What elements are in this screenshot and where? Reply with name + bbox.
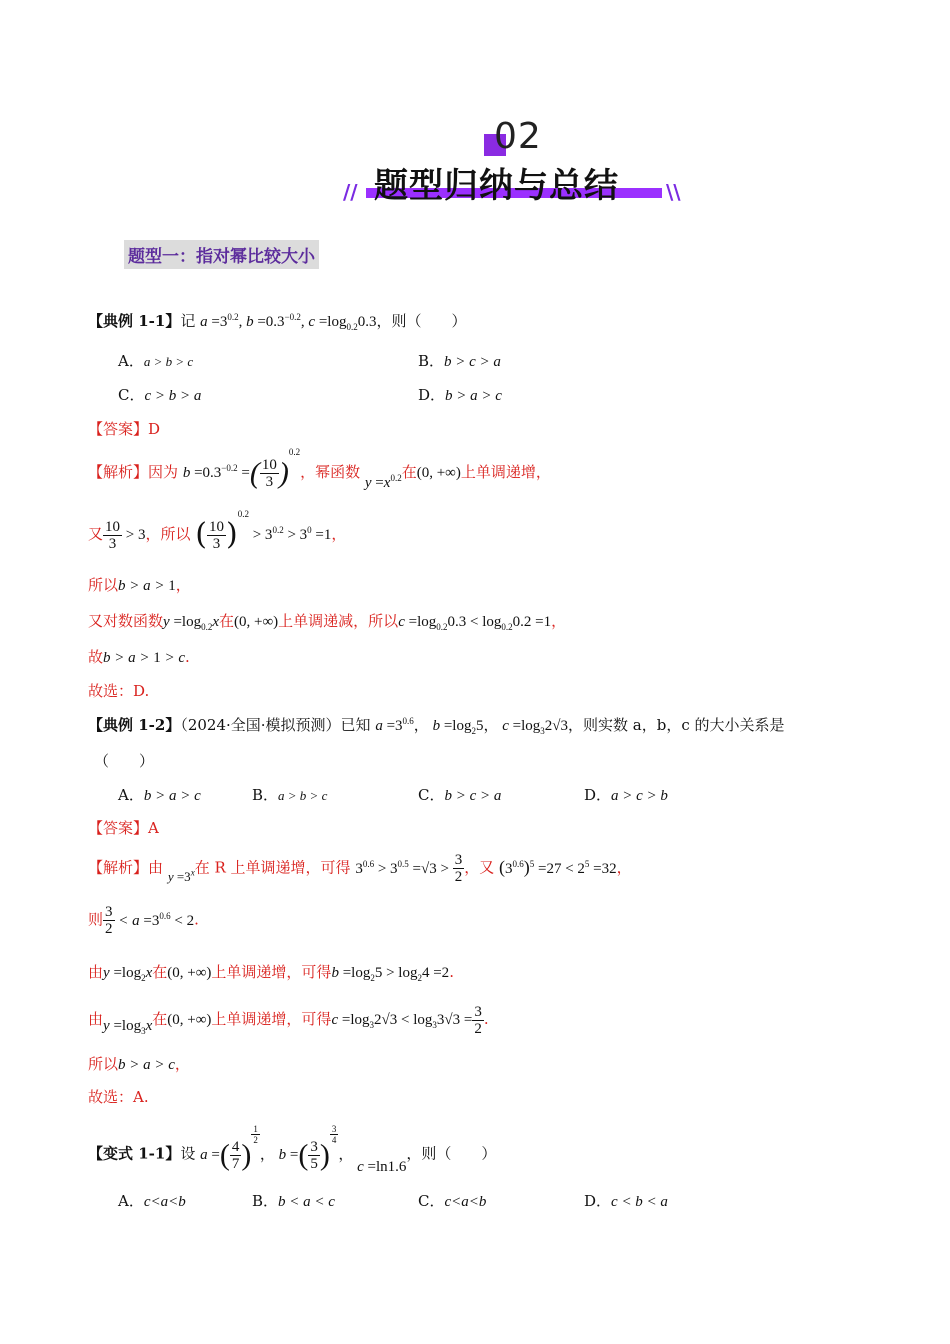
ex12-option-c: C．b > c > a bbox=[418, 786, 502, 804]
ex12-expr: $a =3^{0.6}$， $b =\log_25$， $c =\log_32√3$ bbox=[375, 716, 569, 736]
ex12-answer: 【答案】A bbox=[88, 819, 159, 837]
ex12-analysis-line2: 则 $\frac{3}{2}$ < $a =3^{0.6} < 2$. bbox=[88, 904, 199, 937]
header-title: 题型归纳与总结 bbox=[374, 166, 619, 206]
var11-label: 【变式 1-1】 bbox=[88, 1144, 181, 1163]
header-deco-right: \\ bbox=[666, 180, 681, 204]
ex12-choose: 故选：A. bbox=[88, 1088, 149, 1106]
var11-tail: ，则（ ） bbox=[406, 1144, 497, 1163]
ex12-mid: ，则实数 a，b，c 的大小关系是 bbox=[568, 716, 785, 734]
ex12-option-b: B．a > b > c bbox=[252, 786, 328, 804]
section-title: 题型一：指对幂比较大小 bbox=[124, 240, 319, 269]
ex11-option-a: A．a > b > c bbox=[118, 352, 194, 370]
ex12-label: 【典例 1-2】 bbox=[88, 716, 181, 734]
ex11-option-c: C．c > b > a bbox=[118, 386, 202, 404]
var11-option-d: D．c < b < a bbox=[584, 1192, 668, 1210]
var11-option-b: B．b < a < c bbox=[252, 1192, 335, 1210]
ex12-question bbox=[88, 714, 785, 735]
ex11-choose: 故选：D. bbox=[88, 682, 150, 700]
ex11-question bbox=[88, 310, 466, 331]
ex11-lead: 记 bbox=[180, 312, 196, 330]
ex11-option-d: D．b > a > c bbox=[418, 386, 502, 404]
ex11-option-b: B．b > c > a bbox=[418, 352, 501, 370]
ex11-expr: $a =3^{0.2}$, $b =0.3^{-0.2}$, $c =\log_{0.2}0.3$ bbox=[200, 312, 377, 332]
ex12-analysis-line5: 所以b > a > c， bbox=[88, 1055, 190, 1073]
header-deco-left: // bbox=[343, 180, 358, 204]
ex11-analysis-line5: 故b > a > 1 > c. bbox=[88, 648, 190, 666]
ex12-option-d: D．a > c > b bbox=[584, 786, 668, 804]
ex11-answer: 【答案】D bbox=[88, 420, 161, 438]
ex11-tail: ，则（ ） bbox=[376, 312, 467, 330]
header-number: 02 bbox=[494, 116, 542, 157]
ex11-analysis-line4: 又对数函数$y =\log_{0.2}x$在(0, +∞)上单调递减，所以$c =\log_{0.2}0.3 < \log_{0.2}0.2 =1$， bbox=[88, 612, 567, 632]
ex11-analysis-line1: 【解析】因为 $b =0.3^{-0.2}$ =( $\frac{10}{3}$ )$^{0.2}$，幂函数 $y =x^{0.2}$在(0, +∞)上单调递增， bbox=[88, 447, 551, 491]
var11-option-c: C．c<a<b bbox=[418, 1192, 487, 1210]
ex12-analysis-line3: 由$y =\log_2x$在(0, +∞)上单调递增，可得$b =\log_25 > \log_24 =2$. bbox=[88, 963, 454, 983]
var11-lead: 设 bbox=[180, 1144, 196, 1163]
var11-expr: a =( $\frac{4}{7}$ ) $^{\frac{1}{2}}$ ， b =( $\frac{3}{5}$ ) $^{\frac{3}{4}}$ ， c =ln1.6 bbox=[200, 1124, 407, 1175]
ex12-analysis-line4: 由$y =\log_3x$在(0, +∞)上单调递增，可得$c =\log_32√3 < \log_33√3$ = $\frac{3}{2}$ . bbox=[88, 1004, 489, 1037]
var11-option-a: A．c<a<b bbox=[118, 1192, 186, 1210]
var11-question bbox=[88, 1124, 497, 1175]
ex11-analysis-line2: 又 $\frac{10}{3}$ > 3，所以 ( $\frac{10}{3}$ )$^{0.2} > 3^{0.2} > 3^0 =1$， bbox=[88, 509, 347, 552]
ex12-analysis-line1: 【解析】由 $y =3^x$在 R 上单调递增，可得 $3^{0.6} > 3^{0.5} =√3$ > $\frac{3}{2}$ ，又 $(3^{0.6})^5 =27 < 2^5 =32$， bbox=[88, 852, 632, 885]
ex12-lead: （2024·全国·模拟预测）已知 bbox=[180, 716, 371, 734]
ex12-option-a: A．b > a > c bbox=[118, 786, 201, 804]
ex11-analysis-line3: 所以b > a > 1， bbox=[88, 576, 191, 594]
ex11-label: 【典例 1-1】 bbox=[88, 312, 181, 330]
ex12-paren: （ ） bbox=[94, 752, 155, 770]
